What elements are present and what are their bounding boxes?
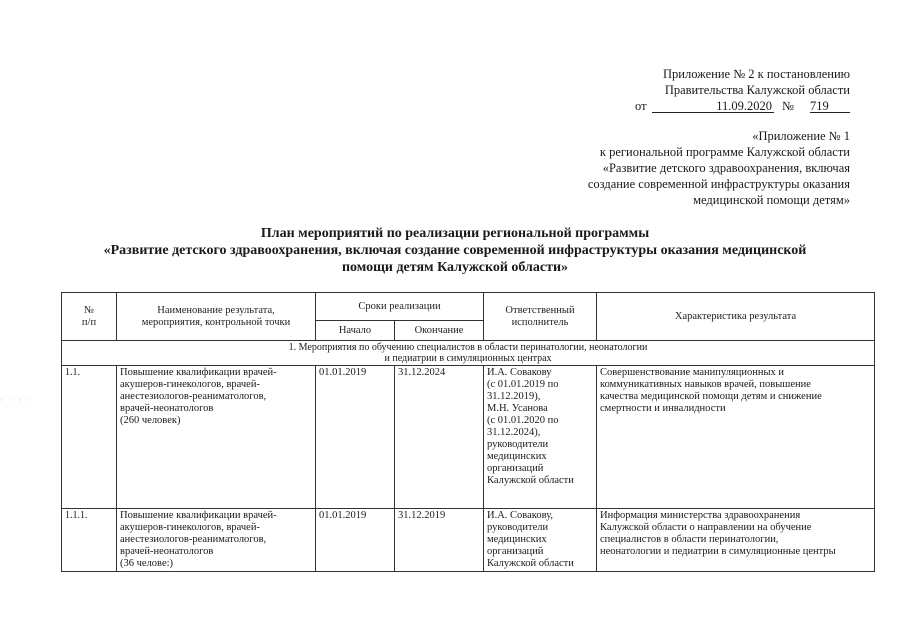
row-end: 31.12.2024 <box>395 366 484 509</box>
order-number-label: № <box>782 99 794 113</box>
sub-appendix-line-1: «Приложение № 1 <box>752 129 850 143</box>
row-end: 31.12.2019 <box>395 509 484 572</box>
document-title <box>40 225 870 276</box>
row-responsible: И.А. Совакову (с 01.01.2019 по 31.12.2019), М.Н. Усанова (с 01.01.2020 по 31.12.2024), руководители медицинских организаций Калужской области <box>484 366 597 509</box>
header-result: Характеристика результата <box>597 293 875 341</box>
table-row <box>62 509 875 572</box>
row-start: 01.01.2019 <box>316 509 395 572</box>
header-num: № п/п <box>62 293 117 341</box>
order-line <box>560 98 850 114</box>
sub-appendix-line-5: медицинской помощи детям» <box>693 193 850 207</box>
title-line-1: План мероприятий по реализации региональной программы <box>260 226 650 241</box>
header-end: Окончание <box>395 321 484 341</box>
sub-appendix-line-4: создание современной инфраструктуры оказания <box>587 177 850 191</box>
title-line-3: помощи детям Калужской области» <box>341 260 569 275</box>
header-name: Наименование результата, мероприятия, контрольной точки <box>117 293 316 341</box>
appendix-line-2: Правительства Калужской области <box>664 83 850 97</box>
sub-appendix-line-3: «Развитие детского здравоохранения, включая <box>602 161 850 175</box>
section-title: 1. Мероприятия по обучению специалистов в области перинатологии, неонатологии и педиатрии в симуляционных центрах <box>62 341 875 366</box>
order-prefix: от <box>635 99 647 113</box>
sub-appendix-line-2: к региональной программе Калужской области <box>599 145 850 159</box>
row-responsible: И.А. Совакову, руководители медицинских организаций Калужской области <box>484 509 597 572</box>
section-row <box>62 341 875 366</box>
plan-table <box>61 292 875 572</box>
order-date: 11.09.2020 <box>652 98 774 113</box>
row-result: Совершенствование манипуляционных и коммуникативных навыков врачей, повышение качества медицинской помощи детям и снижение смертности и инвалидности <box>597 366 875 509</box>
sub-appendix <box>520 128 850 208</box>
appendix-line-1: Приложение № 2 к постановлению <box>663 67 850 81</box>
row-start: 01.01.2019 <box>316 366 395 509</box>
header-start: Начало <box>316 321 395 341</box>
row-num: 1.1. <box>62 366 117 509</box>
row-name: Повышение квалификации врачей- акушеров-гинекологов, врачей- анестезиологов-реаниматологов, врачей-неонатологов (36 челове:) <box>117 509 316 572</box>
scan-specks: · · · · <box>0 395 33 405</box>
row-result: Информация министерства здравоохранения Калужской области о направлении на обучение специалистов в области перинатологии, неонатологии и педиатрии в симуляционные центры <box>597 509 875 572</box>
table-row <box>62 366 875 509</box>
header-responsible: Ответственный исполнитель <box>484 293 597 341</box>
appendix-header <box>560 66 850 114</box>
row-num: 1.1.1. <box>62 509 117 572</box>
title-line-2: «Развитие детского здравоохранения, включая создание современной инфраструктуры оказания медицинской <box>103 243 807 258</box>
order-number: 719 <box>810 98 850 113</box>
row-name: Повышение квалификации врачей- акушеров-гинекологов, врачей- анестезиологов-реаниматологов, врачей-неонатологов (260 человек) <box>117 366 316 509</box>
header-period: Сроки реализации <box>316 293 484 321</box>
